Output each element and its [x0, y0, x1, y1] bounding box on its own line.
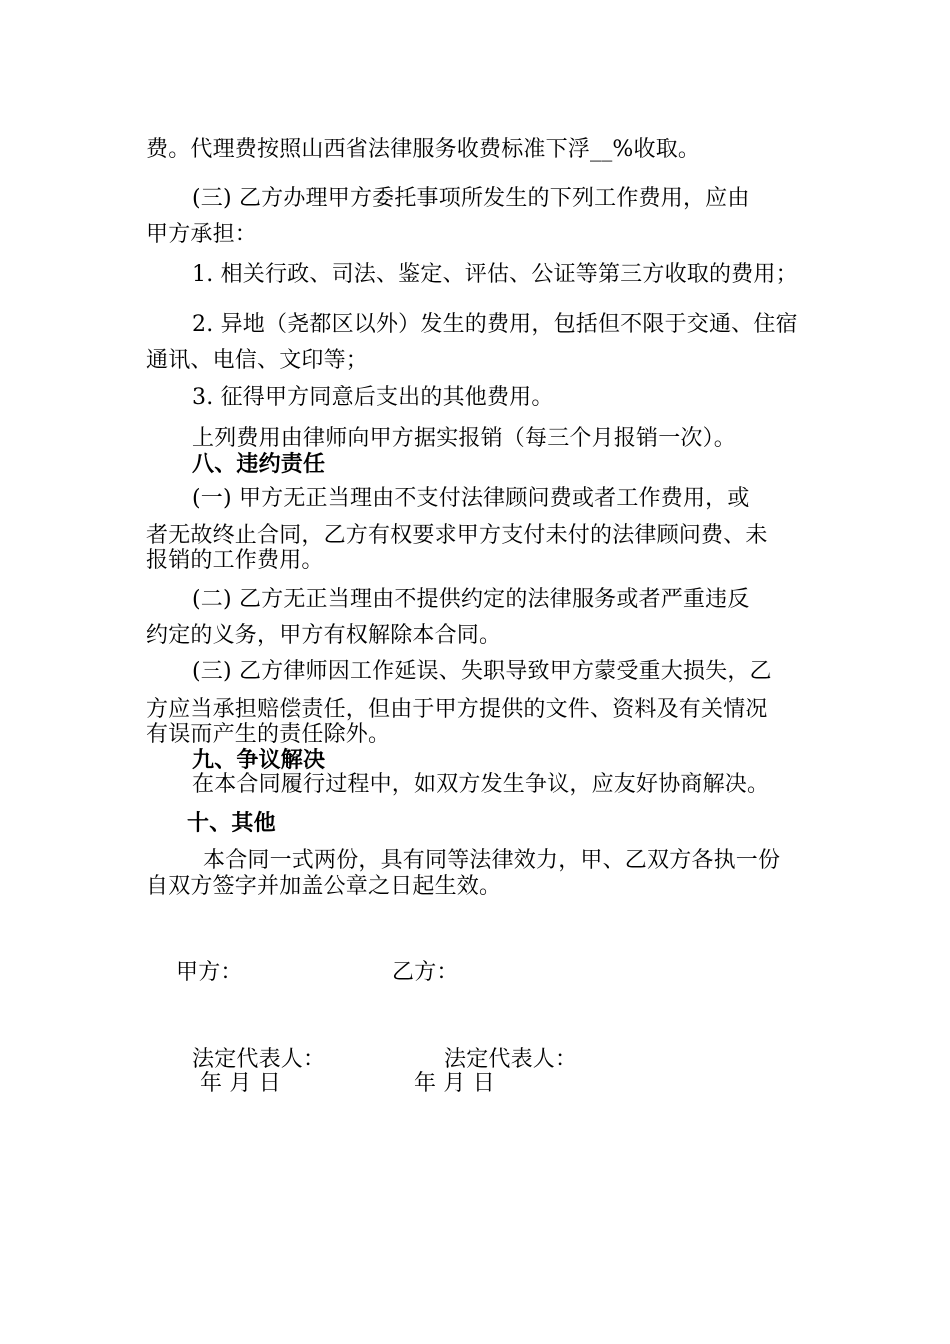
- paragraph-reimbursement: 上列费用由律师向甲方据实报销（每三个月报销一次）。: [192, 426, 737, 451]
- list-item-3: 3. 征得甲方同意后支出的其他费用。: [192, 385, 554, 410]
- section-10-line-1: 本合同一式两份，具有同等法律效力，甲、乙双方各执一份: [203, 848, 781, 873]
- section-8-clause-1-line-3: 报销的工作费用。: [146, 548, 324, 573]
- section-heading-10: 十、其他: [187, 810, 276, 836]
- section-9-text: 在本合同履行过程中，如双方发生争议，应友好协商解决。: [192, 772, 770, 797]
- list-item-2-line-1: 2. 异地（尧都区以外）发生的费用，包括但不限于交通、住宿: [192, 312, 798, 337]
- section-8-clause-3-line-2: 方应当承担赔偿责任，但由于甲方提供的文件、资料及有关情况: [146, 697, 768, 722]
- party-a-date: 年 月 日: [200, 1071, 281, 1096]
- list-item-2-line-2: 通讯、电信、文印等；: [146, 348, 369, 373]
- party-b-representative-label: 法定代表人：: [444, 1047, 578, 1072]
- paragraph-expenses-line-1: (三) 乙方办理甲方委托事项所发生的下列工作费用，应由: [192, 186, 750, 211]
- paragraph-expenses-line-2: 甲方承担：: [146, 222, 258, 247]
- section-8-clause-1-line-1: (一) 甲方无正当理由不支付法律顾问费或者工作费用，或: [192, 486, 750, 511]
- party-b-label: 乙方：: [392, 960, 459, 985]
- party-a-representative-label: 法定代表人：: [192, 1047, 326, 1072]
- section-heading-9: 九、争议解决: [192, 747, 326, 773]
- section-8-clause-2-line-1: (二) 乙方无正当理由不提供约定的法律服务或者严重违反: [192, 587, 750, 612]
- section-8-clause-1-line-2: 者无故终止合同，乙方有权要求甲方支付未付的法律顾问费、未: [146, 523, 768, 548]
- party-a-label: 甲方：: [176, 960, 243, 985]
- section-8-clause-2-line-2: 约定的义务，甲方有权解除本合同。: [146, 623, 502, 648]
- list-item-1: 1. 相关行政、司法、鉴定、评估、公证等第三方收取的费用；: [192, 262, 798, 287]
- paragraph-fee-line: 费。代理费按照山西省法律服务收费标准下浮__%收取。: [146, 137, 701, 162]
- section-8-clause-3-line-3: 有误而产生的责任除外。: [146, 722, 391, 747]
- section-8-clause-3-line-1: (三) 乙方律师因工作延误、失职导致甲方蒙受重大损失，乙: [192, 659, 772, 684]
- party-b-date: 年 月 日: [414, 1071, 495, 1096]
- section-heading-8: 八、违约责任: [192, 451, 326, 477]
- section-10-line-2: 自双方签字并加盖公章之日起生效。: [146, 874, 502, 899]
